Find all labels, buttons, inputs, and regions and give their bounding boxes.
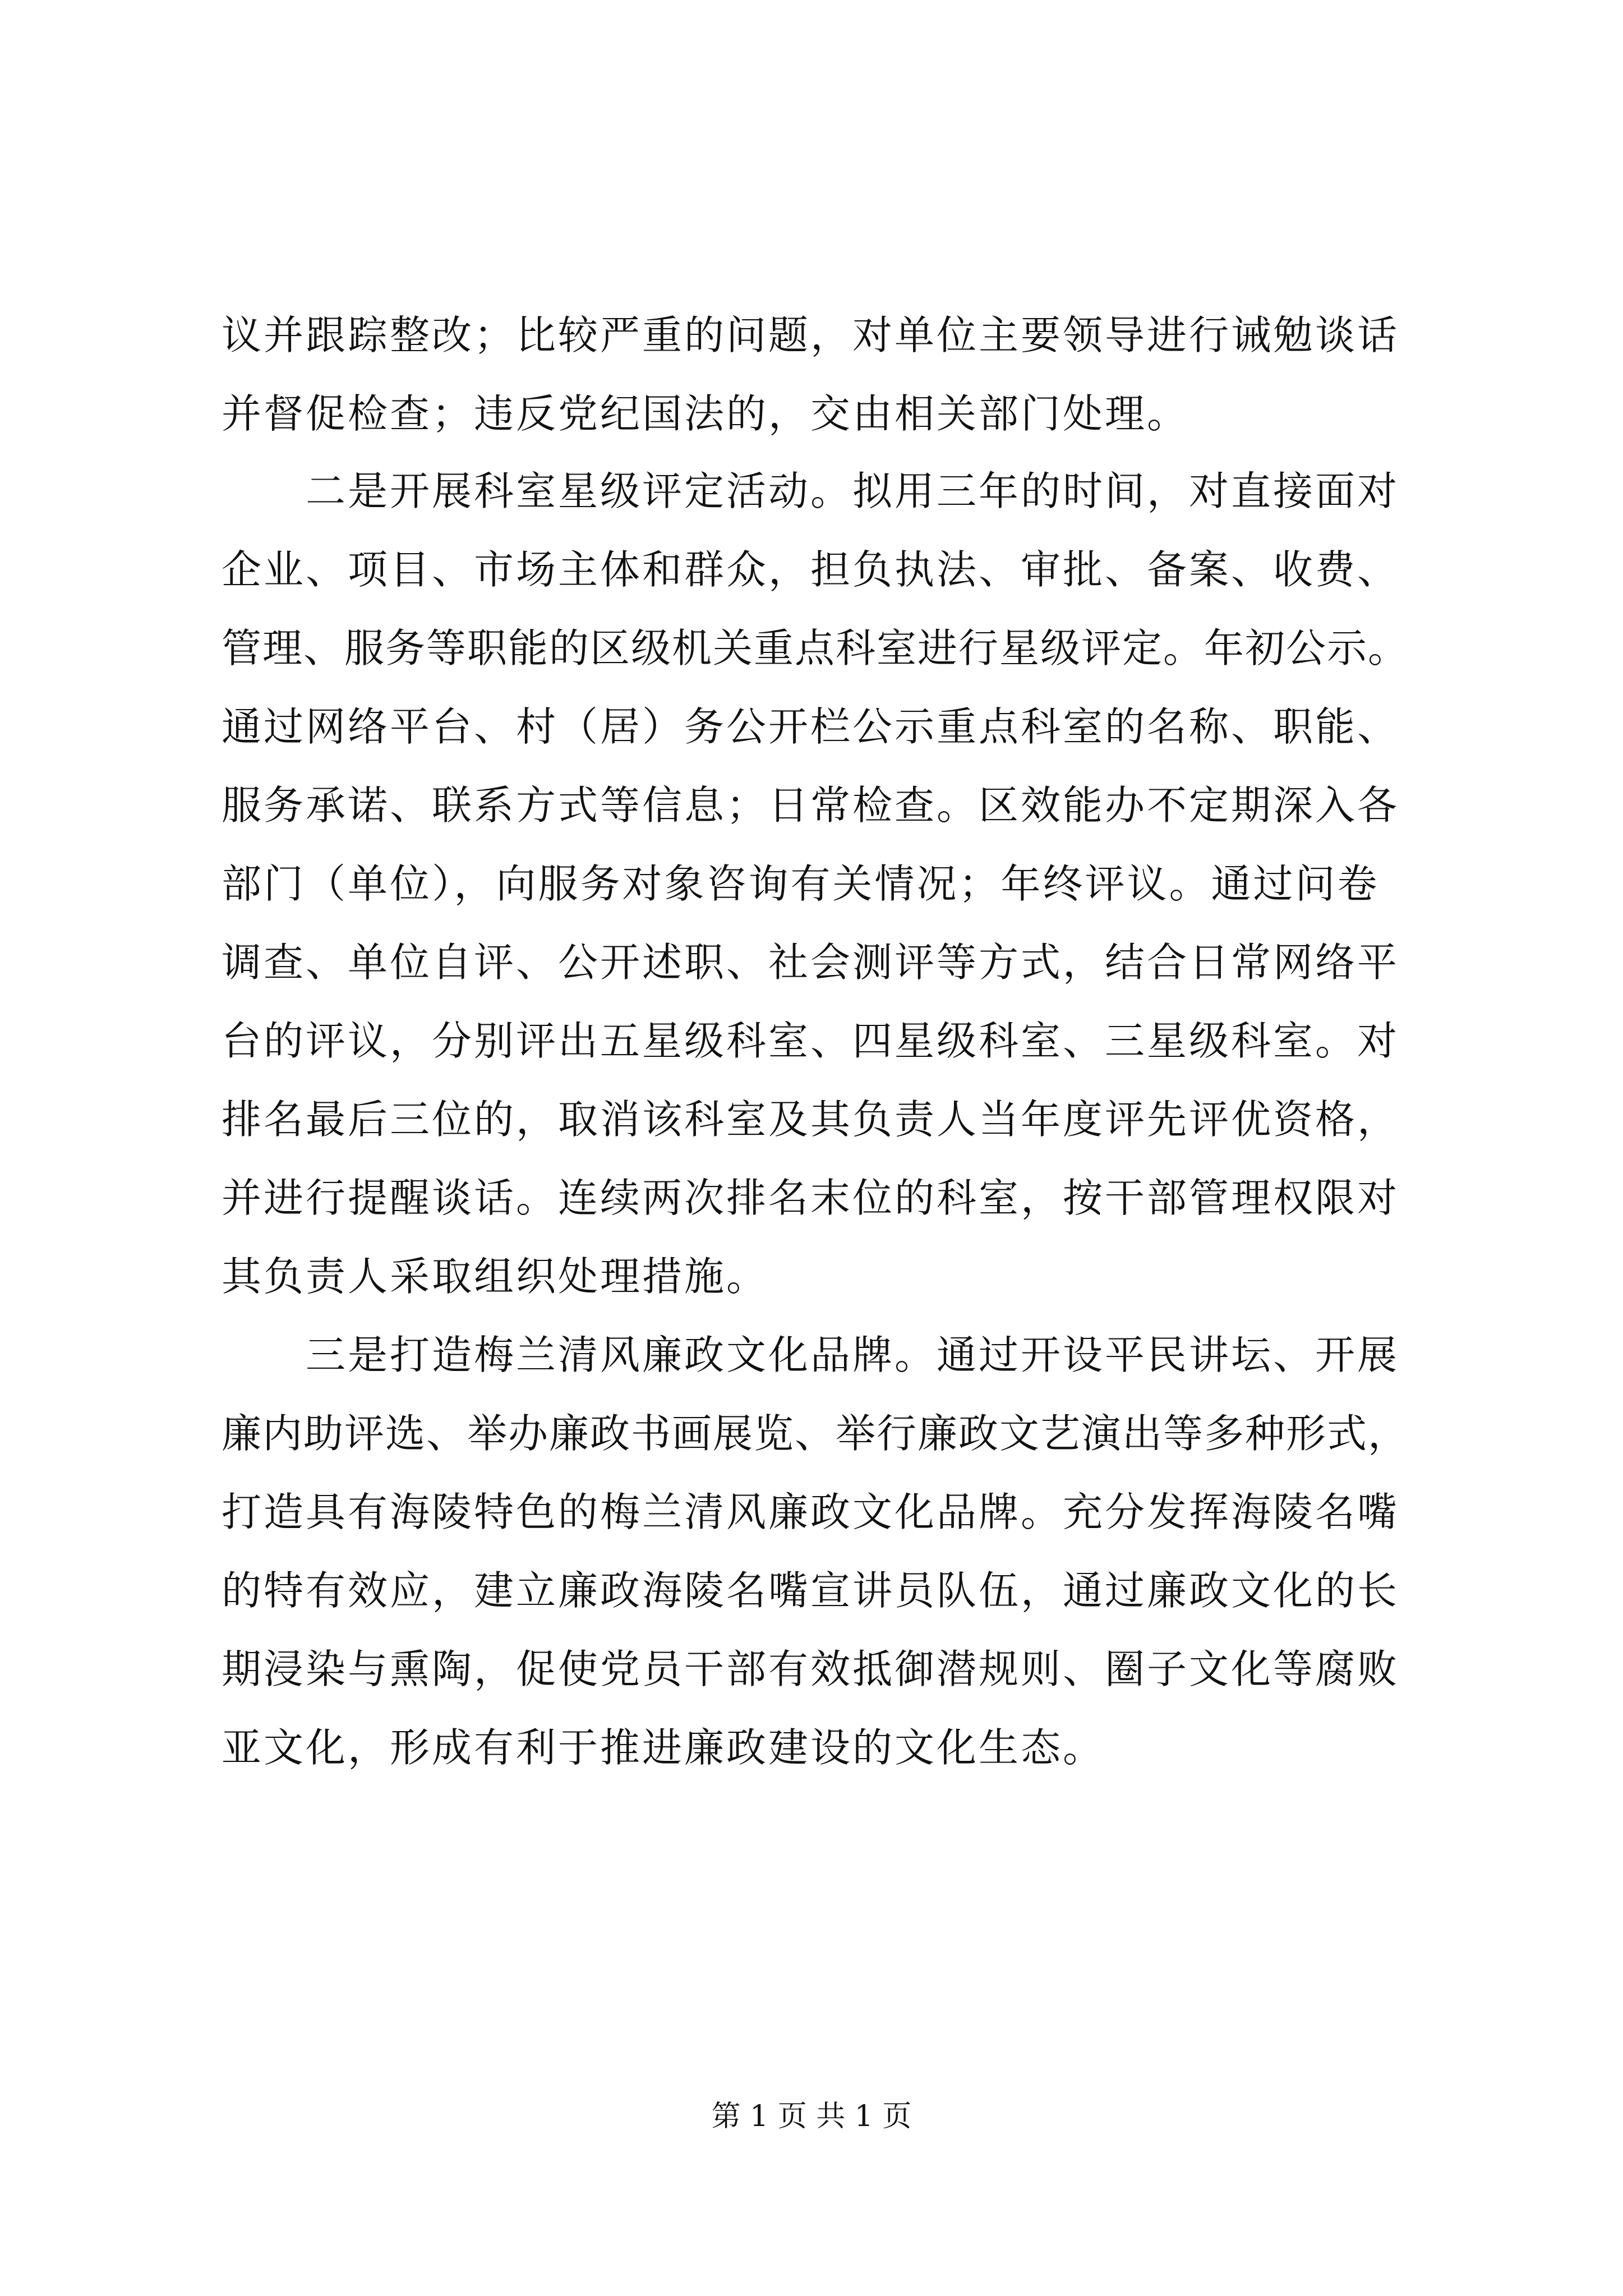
paragraph-line: 管理、服务等职能的区级机关重点科室进行星级评定。年初公示。 — [222, 625, 1409, 671]
paragraph-line: 排名最后三位的，取消该科室及其负责人当年度评先评优资格， — [222, 1096, 1400, 1143]
paragraph-line: 通过网络平台、村（居）务公开栏公示重点科室的名称、职能、 — [222, 703, 1400, 750]
paragraph-line: 打造具有海陵特色的梅兰清风廉政文化品牌。充分发挥海陵名嘴 — [222, 1489, 1400, 1535]
paragraph-line: 并进行提醒谈话。连续两次排名末位的科室，按干部管理权限对 — [222, 1175, 1400, 1221]
paragraph-line: 部门（单位），向服务对象咨询有关情况；年终评议。通过问卷 — [222, 861, 1380, 907]
page-number-footer: 第 1 页 共 1 页 — [711, 2100, 912, 2133]
paragraph-line: 二是开展科室星级评定活动。拟用三年的时间，对直接面对 — [306, 468, 1400, 514]
paragraph-line: 廉内助评选、举办廉政书画展览、举行廉政文艺演出等多种形式， — [222, 1410, 1409, 1457]
paragraph-line: 的特有效应，建立廉政海陵名嘴宣讲员队伍，通过廉政文化的长 — [222, 1567, 1400, 1614]
paragraph-line: 调查、单位自评、公开述职、社会测评等方式，结合日常网络平 — [222, 939, 1400, 986]
paragraph-line: 议并跟踪整改；比较严重的问题，对单位主要领导进行诫勉谈话 — [222, 312, 1400, 358]
paragraph-line: 服务承诺、联系方式等信息；日常检查。区效能办不定期深入各 — [222, 782, 1400, 829]
paragraph-line: 并督促检查；违反党纪国法的，交由相关部门处理。 — [222, 390, 1189, 437]
paragraph-line: 期浸染与熏陶，促使党员干部有效抵御潜规则、圈子文化等腐败 — [222, 1646, 1400, 1692]
paragraph-line: 企业、项目、市场主体和群众，担负执法、审批、备案、收费、 — [222, 546, 1400, 593]
paragraph-line: 台的评议，分别评出五星级科室、四星级科室、三星级科室。对 — [222, 1018, 1400, 1064]
paragraph-line: 三是打造梅兰清风廉政文化品牌。通过开设平民讲坛、开展 — [306, 1332, 1400, 1378]
paragraph-line: 其负责人采取组织处理措施。 — [222, 1253, 769, 1300]
paragraph-line: 亚文化，形成有利于推进廉政建设的文化生态。 — [222, 1724, 1105, 1771]
